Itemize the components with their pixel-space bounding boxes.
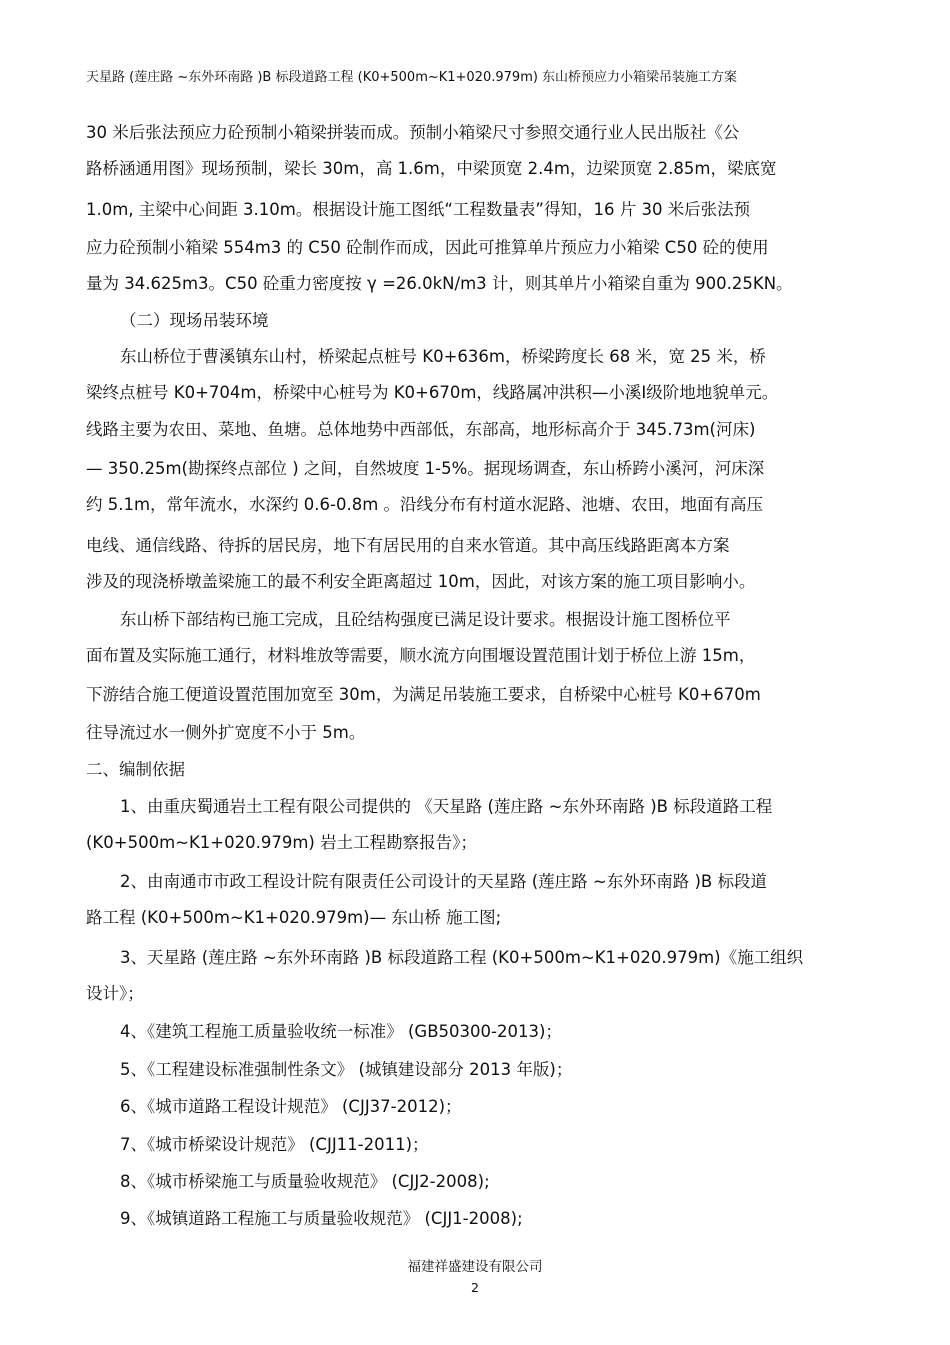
page-header: 天星路 (莲庄路 ~东外环南路 )B 标段道路工程 (K0+500m~K1+020.979m) 东山桥预应力小箱梁吊装施工方案 (86, 70, 738, 85)
reference-item: 4、《建筑工程施工质量验收统一标准》 (GB50300-2013)； (120, 1022, 562, 1041)
body-line: 量为 34.625m3。C50 砼重力密度按 γ =26.0kN/m3 计，则其单片小箱梁自重为 900.25KN。 (86, 274, 793, 293)
reference-item: 3、天星路 (莲庄路 ~东外环南路 )B 标段道路工程 (K0+500m~K1+020.979m)《施工组织 (120, 948, 804, 967)
body-line: — 350.25m(勘探终点部位 ) 之间，自然坡度 1-5%。据现场调查，东山桥跨小溪河，河床深 (86, 459, 765, 478)
body-line: 1.0m, 主梁中心间距 3.10m。根据设计施工图纸“工程数量表”得知，16 片 30 米后张法预 (86, 200, 751, 219)
body-line: 东山桥下部结构已施工完成，且砼结构强度已满足设计要求。根据设计施工图桥位平 (120, 610, 731, 629)
reference-item: 7、《城市桥梁设计规范》 (CJJ11-2011)； (120, 1135, 429, 1154)
page-number: 2 (471, 1280, 479, 1295)
body-line: 东山桥位于曹溪镇东山村，桥梁起点桩号 K0+636m，桥梁跨度长 68 米，宽 25 米，桥 (120, 347, 766, 366)
section-subheading: （二）现场吊装环境 (120, 311, 269, 330)
reference-item: 8、《城市桥梁施工与质量验收规范》 (CJJ2-2008); (120, 1172, 490, 1191)
reference-item: 2、由南通市市政工程设计院有限责任公司设计的天星路 (莲庄路 ~东外环南路 )B 标段道 (120, 872, 767, 891)
body-line: 面布置及实际施工通行，材料堆放等需要，顺水流方向围堰设置范围计划于桥位上游 15m， (86, 646, 756, 665)
reference-item: 1、由重庆蜀通岩土工程有限公司提供的 《天星路 (莲庄路 ~东外环南路 )B 标段道路工程 (120, 797, 773, 816)
body-line: 梁终点桩号 K0+704m，桥梁中心桩号为 K0+670m，线路属冲洪积—小溪Ⅰ级阶地地貌单元。 (86, 383, 779, 402)
body-line: 应力砼预制小箱梁 554m3 的 C50 砼制作而成，因此可推算单片预应力小箱梁 C50 砼的使用 (86, 238, 769, 257)
reference-item: 6、《城市道路工程设计规范》 (CJJ37-2012)； (120, 1097, 462, 1116)
reference-item: 路工程 (K0+500m~K1+020.979m)— 东山桥 施工图; (86, 908, 502, 927)
body-line: 线路主要为农田、菜地、鱼塘。总体地势中西部低，东部高，地形标高介于 345.73m(河床) (86, 420, 756, 439)
reference-item: (K0+500m~K1+020.979m) 岩土工程勘察报告》； (86, 833, 477, 852)
body-line: 电线、通信线路、待拆的居民房，地下有居民用的自来水管道。其中高压线路距离本方案 (86, 536, 730, 555)
body-line: 往导流过水一侧外扩宽度不小于 5m。 (86, 723, 366, 742)
body-line: 30 米后张法预应力砼预制小箱梁拼装而成。预制小箱梁尺寸参照交通行业人民出版社《公 (86, 123, 740, 142)
body-line: 路桥涵通用图》现场预制，梁长 30m，高 1.6m，中梁顶宽 2.4m，边梁顶宽 2.85m，梁底宽 (86, 159, 777, 178)
body-line: 涉及的现浇桥墩盖梁施工的最不利安全距离超过 10m，因此，对该方案的施工项目影响小。 (86, 572, 756, 591)
section-heading: 二、编制依据 (86, 760, 185, 779)
reference-item: 9、《城镇道路工程施工与质量验收规范》 (CJJ1-2008); (120, 1209, 523, 1228)
footer-company: 福建祥盛建设有限公司 (407, 1259, 543, 1275)
reference-item: 5、《工程建设标准强制性条文》 (城镇建设部分 2013 年版)； (120, 1060, 573, 1079)
body-line: 约 5.1m，常年流水，水深约 0.6-0.8m 。沿线分布有村道水泥路、池塘、农田，地面有高压 (86, 495, 764, 514)
body-line: 下游结合施工便道设置范围加宽至 30m，为满足吊装施工要求，自桥梁中心桩号 K0+670m (86, 685, 761, 704)
reference-item: 设计》； (86, 984, 144, 1003)
